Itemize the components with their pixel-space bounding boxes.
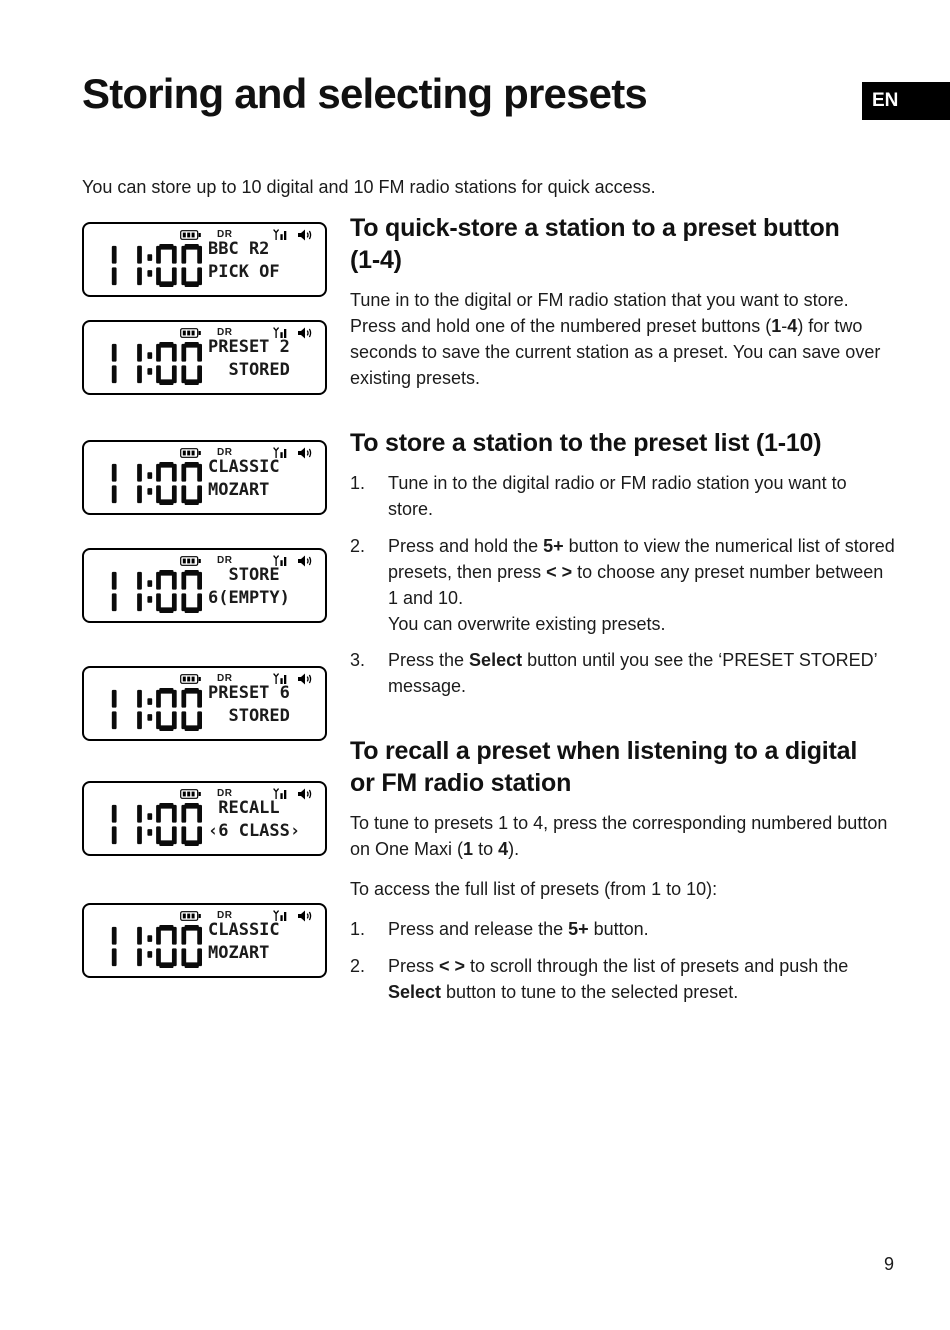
battery-icon bbox=[180, 911, 201, 921]
lcd-text bbox=[208, 682, 290, 728]
list-item-number: 1. bbox=[350, 473, 366, 494]
lcd-line1: CLASSIC bbox=[208, 920, 280, 940]
lcd-line1: STORE bbox=[208, 565, 280, 585]
lcd-status-bar bbox=[84, 228, 325, 242]
lcd-time bbox=[96, 342, 202, 385]
paragraph: Tune in to the digital or FM radio station that you want to store. Press and hold one of the numbered preset buttons (1-4) for two seconds to save the current station as a preset. You can save over existing presets. bbox=[350, 290, 881, 389]
lcd-display bbox=[82, 222, 327, 297]
paragraph: To access the full list of presets (from 1 to 10): bbox=[350, 879, 718, 900]
battery-icon bbox=[180, 556, 201, 566]
lcd-time bbox=[96, 244, 202, 287]
lcd-line2: 6(EMPTY) bbox=[208, 588, 290, 608]
lcd-text bbox=[208, 919, 280, 965]
dr-indicator: DR bbox=[217, 327, 233, 338]
lcd-line2: MOZART bbox=[208, 480, 270, 500]
dr-indicator: DR bbox=[217, 788, 233, 799]
ordered-list bbox=[350, 470, 895, 699]
lcd-display bbox=[82, 440, 327, 515]
list-item bbox=[350, 470, 895, 522]
list-item-number: 2. bbox=[350, 535, 366, 556]
instruction-section bbox=[350, 735, 895, 1005]
lcd-line2: MOZART bbox=[208, 943, 270, 963]
instruction-section bbox=[350, 212, 895, 391]
list-item-text: Press the Select button until you see the ‘PRESET STORED’ message. bbox=[388, 649, 877, 697]
list-item-number: 2. bbox=[350, 955, 366, 976]
list-item bbox=[350, 533, 895, 637]
speaker-icon bbox=[298, 555, 313, 567]
lcd-line2: STORED bbox=[208, 706, 290, 726]
language-badge: EN bbox=[862, 82, 950, 120]
list-item bbox=[350, 916, 895, 942]
lcd-text bbox=[208, 797, 300, 843]
intro-text: You can store up to 10 digital and 10 FM radio stations for quick access. bbox=[82, 177, 656, 197]
speaker-icon bbox=[298, 788, 313, 800]
lcd-text bbox=[208, 238, 280, 284]
lcd-line1: PRESET 2 bbox=[208, 337, 290, 357]
lcd-line1: RECALL bbox=[208, 798, 280, 818]
dr-indicator: DR bbox=[217, 555, 233, 566]
lcd-status-bar bbox=[84, 909, 325, 923]
lcd-status-bar bbox=[84, 446, 325, 460]
content-column bbox=[350, 212, 895, 1019]
battery-icon bbox=[180, 674, 201, 684]
list-item-text: Press and hold the 5+ button to view the numerical list of stored presets, then press < > to choose any preset number between 1 and 10. You can overwrite existing presets. bbox=[388, 535, 895, 634]
battery-icon bbox=[180, 328, 201, 338]
lcd-text bbox=[208, 456, 280, 502]
lcd-time bbox=[96, 925, 202, 968]
lcd-display bbox=[82, 320, 327, 395]
lcd-display bbox=[82, 666, 327, 741]
section-heading: To recall a preset when listening to a digital or FM radio station bbox=[350, 737, 858, 798]
lcd-line2: ‹6 CLASS› bbox=[208, 821, 301, 841]
lcd-line1: PRESET 6 bbox=[208, 683, 290, 703]
paragraph: To tune to presets 1 to 4, press the corresponding numbered button on One Maxi (1 to 4). bbox=[350, 813, 888, 860]
speaker-icon bbox=[298, 229, 313, 241]
list-item-text: Press < > to scroll through the list of presets and push the Select button to tune to the selected preset. bbox=[388, 955, 849, 1002]
dr-indicator: DR bbox=[217, 447, 233, 458]
list-item-text: Tune in to the digital radio or FM radio station you want to store. bbox=[388, 473, 847, 520]
list-item-number: 3. bbox=[350, 649, 366, 670]
list-item bbox=[350, 647, 895, 699]
lcd-display bbox=[82, 903, 327, 978]
lcd-time bbox=[96, 570, 202, 613]
list-item bbox=[350, 953, 895, 1005]
lcd-time bbox=[96, 688, 202, 731]
lcd-text bbox=[208, 564, 290, 610]
dr-indicator: DR bbox=[217, 910, 233, 921]
section-heading: To store a station to the preset list (1-10) bbox=[350, 429, 822, 458]
battery-icon bbox=[180, 448, 201, 458]
list-item-number: 1. bbox=[350, 919, 366, 940]
page-number: 9 bbox=[884, 1254, 895, 1274]
ordered-list bbox=[350, 916, 895, 1004]
speaker-icon bbox=[298, 327, 313, 339]
section-heading: To quick-store a station to a preset button (1-4) bbox=[350, 214, 840, 274]
speaker-icon bbox=[298, 673, 313, 685]
instruction-section bbox=[350, 427, 895, 699]
lcd-display bbox=[82, 548, 327, 623]
lcd-time bbox=[96, 803, 202, 846]
list-item-text: Press and release the 5+ button. bbox=[388, 919, 649, 940]
page-title: Storing and selecting presets bbox=[82, 70, 647, 117]
speaker-icon bbox=[298, 910, 313, 922]
lcd-text bbox=[208, 336, 290, 382]
battery-icon bbox=[180, 230, 201, 240]
dr-indicator: DR bbox=[217, 229, 233, 240]
speaker-icon bbox=[298, 447, 313, 459]
dr-indicator: DR bbox=[217, 673, 233, 684]
lcd-line2: STORED bbox=[208, 360, 290, 380]
lcd-line2: PICK OF bbox=[208, 262, 280, 282]
battery-icon bbox=[180, 789, 201, 799]
lcd-line1: BBC R2 bbox=[208, 239, 270, 259]
lcd-display bbox=[82, 781, 327, 856]
lcd-line1: CLASSIC bbox=[208, 457, 280, 477]
lcd-time bbox=[96, 462, 202, 505]
